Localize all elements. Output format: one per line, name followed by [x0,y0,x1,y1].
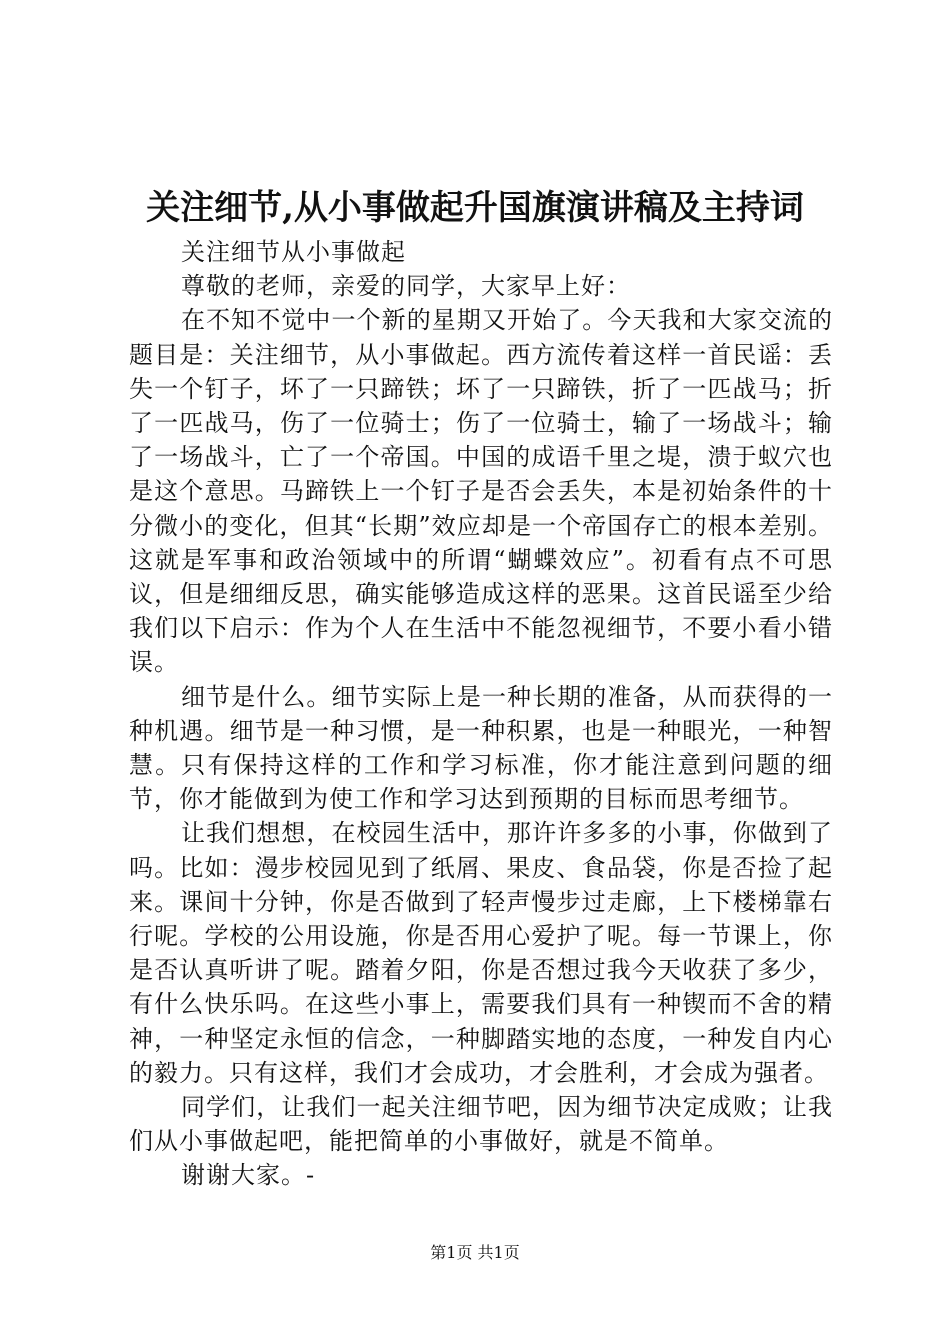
thanks-line: 谢谢大家。- [181,1161,316,1190]
closing-paragraph: 同学们，让我们一起关注细节吧，因为细节决定成败；让我们从小事做起吧，能把简单的小事做好，就是不简单。 [129,1093,833,1156]
body-paragraph: 在不知不觉中一个新的星期又开始了。今天我和大家交流的题目是：关注细节，从小事做起。西方流传着这样一首民谣：丢失一个钉子，坏了一只蹄铁；坏了一只蹄铁，折了一匹战马；折了一匹战马，伤了一位骑士；伤了一位骑士，输了一场战斗；输了一场战斗，亡了一个帝国。中国的成语千里之堤，溃于蚁穴也是这个意思。马蹄铁上一个钉子是否会丢失，本是初始条件的十分微小的变化，但其“长期”效应却是一个帝国存亡的根本差别。这就是军事和政治领域中的所谓“蝴蝶效应”。初看有点不可思议，但是细细反思，确实能够造成这样的恶果。这首民谣至少给我们以下启示：作为个人在生活中不能忽视细节，不要小看小错误。 [129,306,833,677]
speech-subtitle: 关注细节从小事做起 [181,238,406,266]
greeting-paragraph: 尊敬的老师，亲爱的同学，大家早上好： [181,272,631,301]
document-title: 关注细节,从小事做起升国旗演讲稿及主持词 [146,188,804,228]
page-number-footer: 第1页 共1页 [430,1243,520,1262]
body-paragraph: 让我们想想，在校园生活中，那许许多多的小事，你做到了吗。比如：漫步校园见到了纸屑、果皮、食品袋，你是否捡了起来。课间十分钟，你是否做到了轻声慢步过走廊，上下楼梯靠右行呢。学校的公用设施，你是否用心爱护了呢。每一节课上，你是否认真听讲了呢。踏着夕阳，你是否想过我今天收获了多少，有什么快乐吗。在这些小事上，需要我们具有一种锲而不舍的精神，一种坚定永恒的信念，一种脚踏实地的态度，一种发自内心的毅力。只有这样，我们才会成功，才会胜利，才会成为强者。 [129,819,833,1087]
body-paragraph: 细节是什么。细节实际上是一种长期的准备，从而获得的一种机遇。细节是一种习惯，是一种积累，也是一种眼光，一种智慧。只有保持这样的工作和学习标准，你才能注意到问题的细节，你才能做到为使工作和学习达到预期的目标而思考细节。 [129,682,833,814]
document-body [129,235,833,1193]
